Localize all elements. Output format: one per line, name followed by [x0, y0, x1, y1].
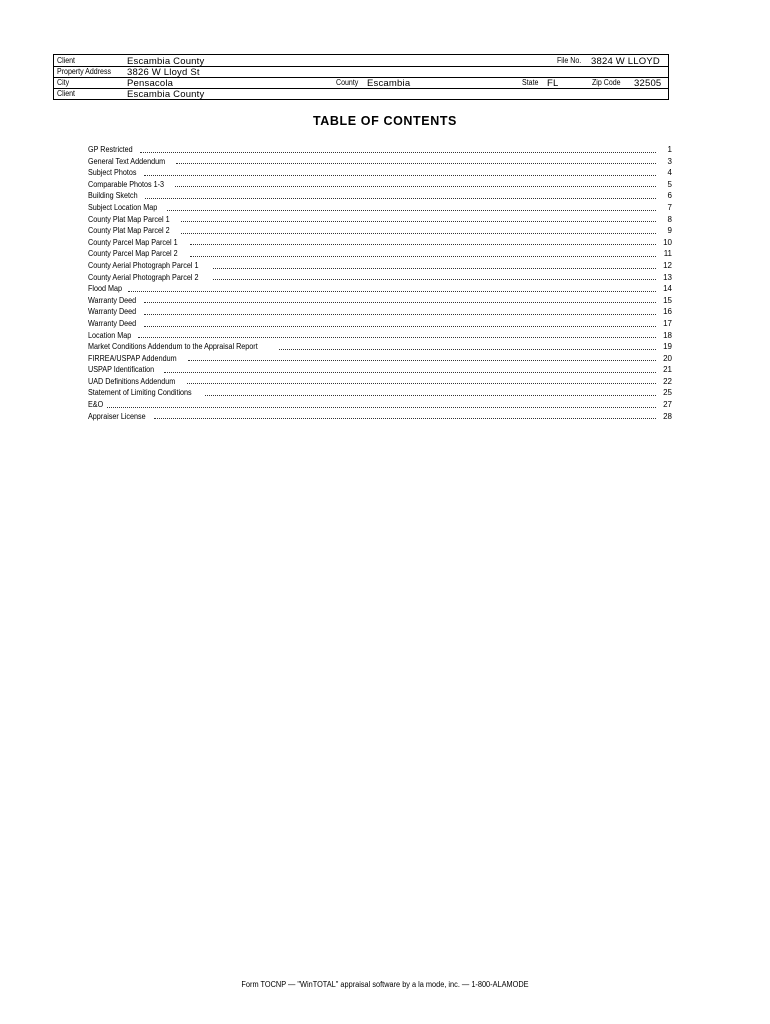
toc-row[interactable] — [88, 330, 672, 342]
toc-entry-page: 5 — [667, 179, 672, 189]
toc-entry-page: 19 — [663, 342, 672, 352]
toc-row[interactable] — [88, 237, 672, 249]
toc-row[interactable] — [88, 411, 672, 423]
toc-entry-label: Location Map — [88, 330, 132, 340]
toc-row[interactable] — [88, 190, 672, 202]
toc-entry-page: 17 — [663, 318, 672, 328]
client2-value: Escambia County — [127, 89, 205, 100]
toc-entry-page: 10 — [663, 237, 672, 247]
toc-entry-page: 16 — [663, 307, 672, 317]
client-label: Client — [57, 56, 75, 65]
toc-row[interactable] — [88, 341, 672, 353]
file-no-label: File No. — [557, 56, 582, 65]
county-value: Escambia — [367, 78, 411, 89]
toc-entry-label: County Parcel Map Parcel 2 — [88, 249, 178, 259]
toc-entry-page: 22 — [663, 376, 672, 386]
toc-dot-leader — [138, 336, 656, 338]
toc-entry-page: 8 — [667, 214, 672, 224]
toc-entry-label: Warranty Deed — [88, 318, 137, 328]
toc-dot-leader — [144, 313, 657, 315]
toc-row[interactable] — [88, 364, 672, 376]
toc-entry-page: 21 — [663, 365, 672, 375]
toc-row[interactable] — [88, 248, 672, 260]
header-row-client-2 — [54, 88, 668, 99]
table-of-contents — [88, 144, 672, 422]
toc-dot-leader — [154, 417, 656, 419]
toc-dot-leader — [181, 220, 656, 222]
toc-entry-label: Building Sketch — [88, 191, 138, 201]
toc-entry-page: 1 — [667, 145, 672, 154]
toc-row[interactable] — [88, 156, 672, 168]
toc-entry-label: Flood Map — [88, 284, 123, 294]
toc-entry-label: County Aerial Photograph Parcel 2 — [88, 272, 199, 282]
toc-dot-leader — [187, 382, 656, 384]
toc-entry-label: Subject Photos — [88, 168, 137, 178]
form-footer: Form TOCNP — "WinTOTAL" appraisal software by a la mode, inc. — 1-800-ALAMODE — [241, 980, 529, 989]
state-label: State — [522, 78, 539, 87]
toc-row[interactable] — [88, 144, 672, 156]
toc-entry-page: 11 — [663, 249, 672, 259]
city-label: City — [57, 78, 70, 87]
toc-row[interactable] — [88, 202, 672, 214]
toc-entry-page: 4 — [667, 168, 672, 178]
toc-entry-label: Market Conditions Addendum to the Appraisal Report — [88, 342, 258, 352]
client-value: Escambia County — [127, 56, 205, 67]
toc-row[interactable] — [88, 318, 672, 330]
toc-dot-leader — [128, 290, 656, 292]
toc-entry-label: County Parcel Map Parcel 1 — [88, 237, 178, 247]
toc-dot-leader — [213, 278, 656, 280]
toc-entry-label: Comparable Photos 1-3 — [88, 179, 165, 189]
toc-row[interactable] — [88, 179, 672, 191]
toc-dot-leader — [144, 174, 656, 176]
toc-entry-page: 18 — [663, 330, 672, 340]
toc-row[interactable] — [88, 295, 672, 307]
toc-row[interactable] — [88, 225, 672, 237]
client2-label: Client — [57, 89, 75, 98]
toc-entry-page: 15 — [663, 295, 672, 305]
toc-entry-page: 7 — [667, 202, 672, 212]
toc-dot-leader — [144, 325, 657, 327]
toc-dot-leader — [190, 243, 656, 245]
toc-entry-label: Appraiser License — [88, 411, 146, 421]
toc-entry-label: County Plat Map Parcel 1 — [88, 214, 170, 224]
toc-entry-label: Subject Location Map — [88, 202, 158, 212]
page-title: TABLE OF CONTENTS — [313, 114, 457, 128]
toc-entry-page: 25 — [663, 388, 672, 398]
toc-dot-leader — [190, 255, 656, 257]
toc-row[interactable] — [88, 376, 672, 388]
toc-entry-page: 6 — [667, 191, 672, 201]
property-address-label: Property Address — [57, 67, 112, 76]
toc-entry-label: County Plat Map Parcel 2 — [88, 226, 170, 236]
toc-dot-leader — [140, 151, 656, 153]
toc-row[interactable] — [88, 260, 672, 272]
header-box — [53, 54, 669, 100]
toc-entry-page: 3 — [667, 156, 672, 166]
toc-dot-leader — [205, 394, 656, 396]
toc-entry-label: Warranty Deed — [88, 295, 137, 305]
toc-row[interactable] — [88, 387, 672, 399]
toc-dot-leader — [181, 232, 656, 234]
toc-dot-leader — [279, 348, 656, 350]
toc-entry-label: General Text Addendum — [88, 156, 166, 166]
toc-entry-page: 9 — [667, 226, 672, 236]
state-value: FL — [547, 78, 559, 89]
toc-entry-label: County Aerial Photograph Parcel 1 — [88, 260, 199, 270]
toc-entry-page: 14 — [663, 284, 672, 294]
toc-entry-page: 20 — [663, 353, 672, 363]
toc-row[interactable] — [88, 353, 672, 365]
toc-row[interactable] — [88, 167, 672, 179]
toc-dot-leader — [145, 197, 656, 199]
toc-dot-leader — [213, 267, 656, 269]
city-value: Pensacola — [127, 78, 174, 89]
toc-dot-leader — [164, 371, 656, 373]
toc-entry-page: 13 — [663, 272, 672, 282]
toc-row[interactable] — [88, 399, 672, 411]
toc-dot-leader — [176, 162, 656, 164]
toc-row[interactable] — [88, 272, 672, 284]
toc-entry-label: FIRREA/USPAP Addendum — [88, 353, 177, 363]
toc-entry-label: GP Restricted — [88, 145, 133, 154]
property-address-value: 3826 W Lloyd St — [127, 67, 200, 78]
toc-entry-page: 28 — [663, 411, 672, 421]
toc-dot-leader — [188, 359, 656, 361]
toc-entry-label: UAD Definitions Addendum — [88, 376, 176, 386]
toc-dot-leader — [144, 301, 657, 303]
toc-entry-label: Warranty Deed — [88, 307, 137, 317]
toc-dot-leader — [175, 185, 657, 187]
toc-entry-page: 12 — [663, 260, 672, 270]
zip-value: 32505 — [634, 78, 662, 89]
toc-entry-label: E&O — [88, 400, 104, 410]
toc-entry-label: Statement of Limiting Conditions — [88, 388, 192, 398]
toc-dot-leader — [107, 406, 656, 408]
county-label: County — [336, 78, 359, 87]
toc-row[interactable] — [88, 214, 672, 226]
toc-dot-leader — [167, 209, 656, 211]
toc-row[interactable] — [88, 306, 672, 318]
toc-entry-page: 27 — [663, 400, 672, 410]
file-no-value: 3824 W LLOYD — [591, 56, 660, 67]
zip-label: Zip Code — [592, 78, 621, 87]
toc-entry-label: USPAP Identification — [88, 365, 155, 375]
toc-row[interactable] — [88, 283, 672, 295]
